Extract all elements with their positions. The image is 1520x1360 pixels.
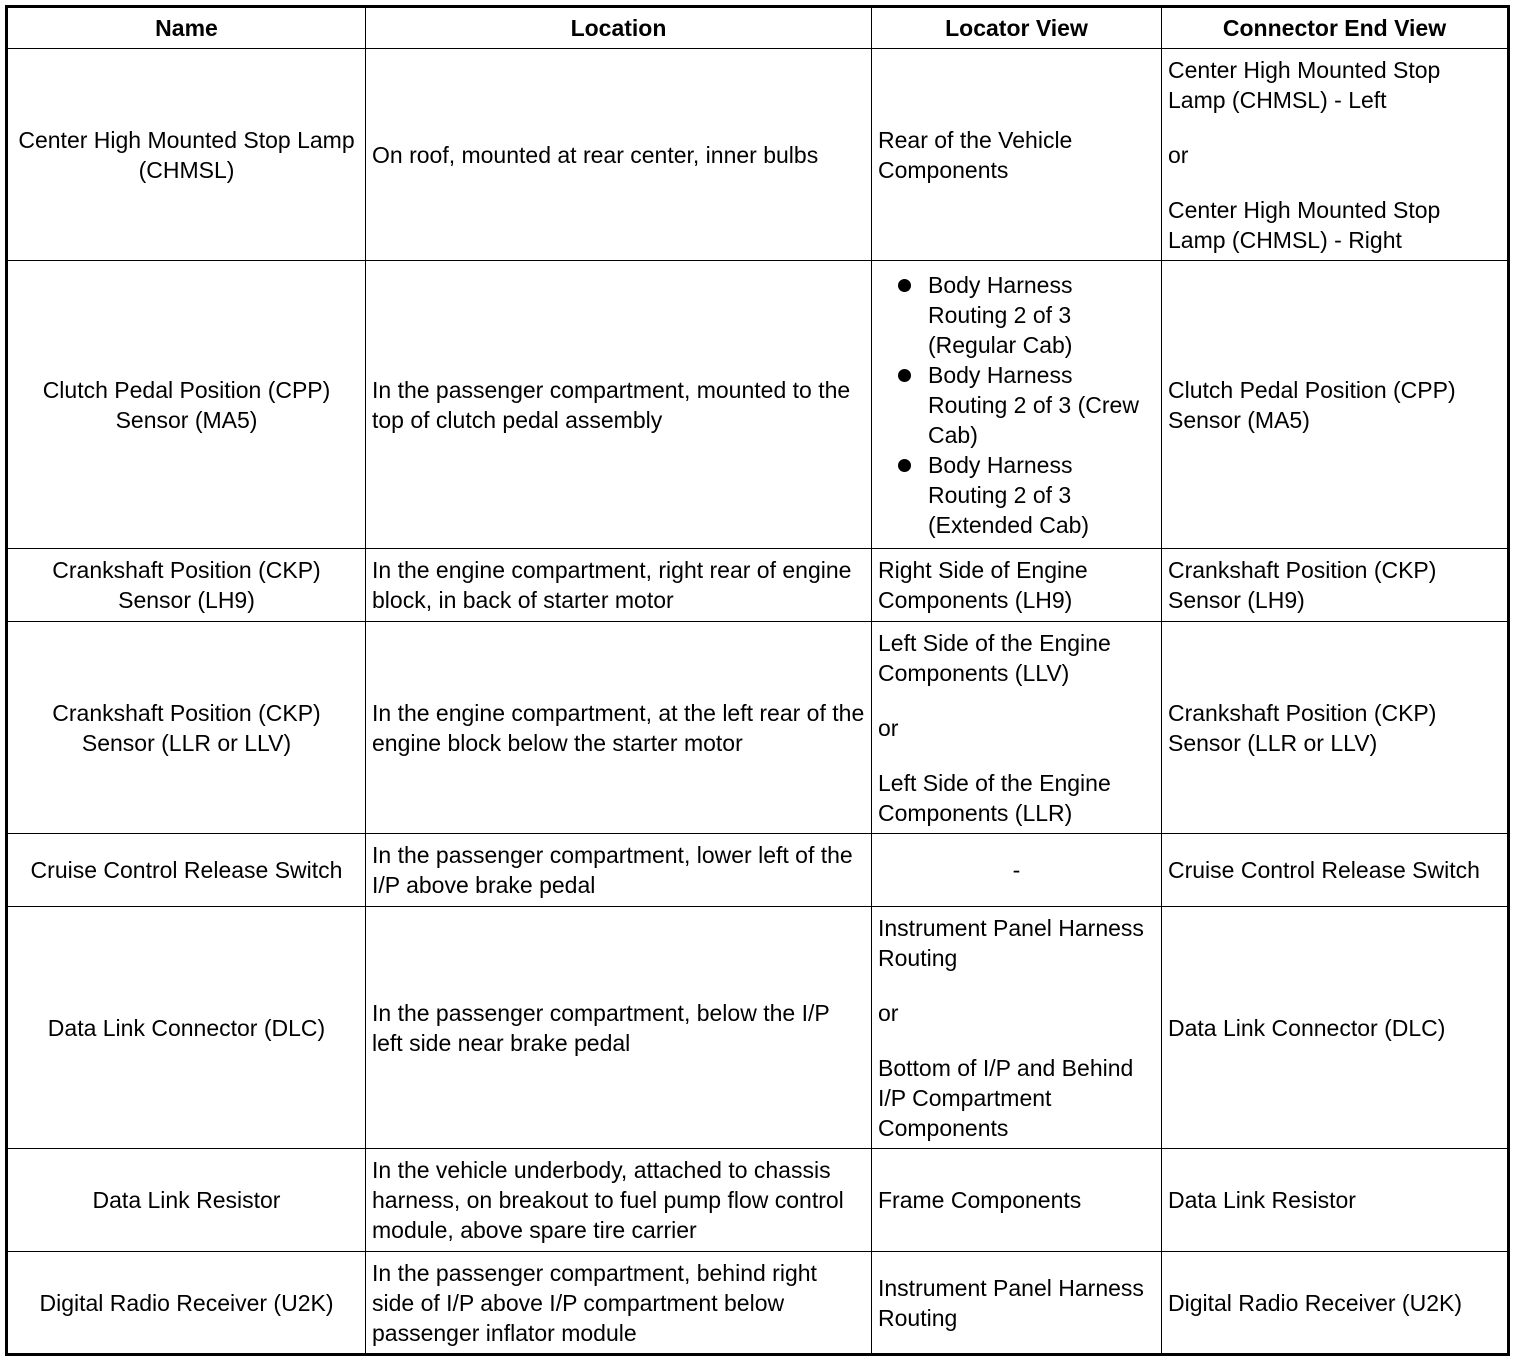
connector-text: Digital Radio Receiver (U2K) (1168, 1289, 1462, 1316)
locator-text: Instrument Panel Harness Routing (878, 1274, 1144, 1331)
cell-connector-end-view (1162, 1149, 1509, 1252)
cell-location: On roof, mounted at rear center, inner bulbs (366, 49, 872, 261)
cell-connector-end-view (1162, 261, 1509, 549)
cell-location: In the engine compartment, at the left rear of the engine block below the starter motor (366, 622, 872, 834)
locator-bullet-list (878, 270, 1157, 540)
table-row (7, 1149, 1509, 1252)
locator-text: - (1012, 857, 1021, 883)
cell-connector-end-view (1162, 622, 1509, 834)
locator-text: Right Side of Engine Components (LH9) (878, 557, 1088, 613)
cell-name: Data Link Resistor (7, 1149, 366, 1252)
cell-name: Crankshaft Position (CKP) Sensor (LLR or LLV) (7, 622, 366, 834)
cell-connector-end-view (1162, 834, 1509, 907)
cell-locator-view (872, 1149, 1162, 1252)
header-connector-end-view: Connector End View (1162, 7, 1509, 49)
header-locator-view: Locator View (872, 7, 1162, 49)
locator-text: Rear of the Vehicle Components (878, 126, 1073, 183)
cell-name: Clutch Pedal Position (CPP) Sensor (MA5) (7, 261, 366, 549)
connector-text: Data Link Resistor (1168, 1187, 1356, 1213)
connector-text: Cruise Control Release Switch (1168, 857, 1480, 883)
cell-name: Crankshaft Position (CKP) Sensor (LH9) (7, 549, 366, 622)
cell-name: Data Link Connector (DLC) (7, 907, 366, 1149)
cell-location: In the passenger compartment, below the I/P left side near brake pedal (366, 907, 872, 1149)
table-row (7, 49, 1509, 261)
cell-name: Digital Radio Receiver (U2K) (7, 1252, 366, 1355)
header-location: Location (366, 7, 872, 49)
locator-text: Left Side of the Engine Components (LLR) (878, 769, 1111, 826)
cell-location: In the passenger compartment, mounted to the top of clutch pedal assembly (366, 261, 872, 549)
table-row (7, 907, 1509, 1149)
cell-locator-view (872, 261, 1162, 549)
component-locator-table (5, 5, 1510, 1356)
table-row (7, 549, 1509, 622)
connector-text: Clutch Pedal Position (CPP) Sensor (MA5) (1168, 376, 1456, 433)
connector-text: Data Link Connector (DLC) (1168, 1014, 1446, 1041)
cell-location: In the passenger compartment, behind right side of I/P above I/P compartment below passenger inflator module (366, 1252, 872, 1355)
locator-text: Instrument Panel Harness Routing (878, 914, 1144, 971)
connector-text: Crankshaft Position (CKP) Sensor (LH9) (1168, 557, 1437, 613)
cell-locator-view (872, 907, 1162, 1149)
cell-connector-end-view (1162, 549, 1509, 622)
locator-text: or (878, 714, 899, 741)
header-name: Name (7, 7, 366, 49)
table-row (7, 261, 1509, 549)
list-item: Body Harness Routing 2 of 3 (Extended Cab) (928, 450, 1157, 540)
connector-text: Crankshaft Position (CKP) Sensor (LLR or LLV) (1168, 699, 1437, 756)
cell-locator-view (872, 622, 1162, 834)
connector-text: Center High Mounted Stop Lamp (CHMSL) - Right (1168, 196, 1441, 253)
connector-text: Center High Mounted Stop Lamp (CHMSL) - Left (1168, 56, 1441, 113)
cell-connector-end-view (1162, 907, 1509, 1149)
list-item: Body Harness Routing 2 of 3 (Crew Cab) (928, 360, 1157, 450)
cell-connector-end-view (1162, 1252, 1509, 1355)
table-row (7, 622, 1509, 834)
locator-text: Left Side of the Engine Components (LLV) (878, 629, 1111, 686)
list-item: Body Harness Routing 2 of 3 (Regular Cab) (928, 270, 1157, 360)
locator-text: or (878, 999, 899, 1026)
locator-text: Bottom of I/P and Behind I/P Compartment Components (878, 1054, 1134, 1141)
locator-text: Frame Components (878, 1187, 1082, 1213)
header-row (7, 7, 1509, 49)
cell-connector-end-view (1162, 49, 1509, 261)
table-row (7, 834, 1509, 907)
cell-location: In the vehicle underbody, attached to chassis harness, on breakout to fuel pump flow control module, above spare tire carrier (366, 1149, 872, 1252)
cell-locator-view (872, 549, 1162, 622)
connector-text: or (1168, 141, 1189, 168)
cell-locator-view (872, 49, 1162, 261)
cell-name: Cruise Control Release Switch (7, 834, 366, 907)
cell-location: In the engine compartment, right rear of engine block, in back of starter motor (366, 549, 872, 622)
table-row (7, 1252, 1509, 1355)
cell-locator-view (872, 834, 1162, 907)
cell-locator-view (872, 1252, 1162, 1355)
cell-name: Center High Mounted Stop Lamp (CHMSL) (7, 49, 366, 261)
cell-location: In the passenger compartment, lower left of the I/P above brake pedal (366, 834, 872, 907)
